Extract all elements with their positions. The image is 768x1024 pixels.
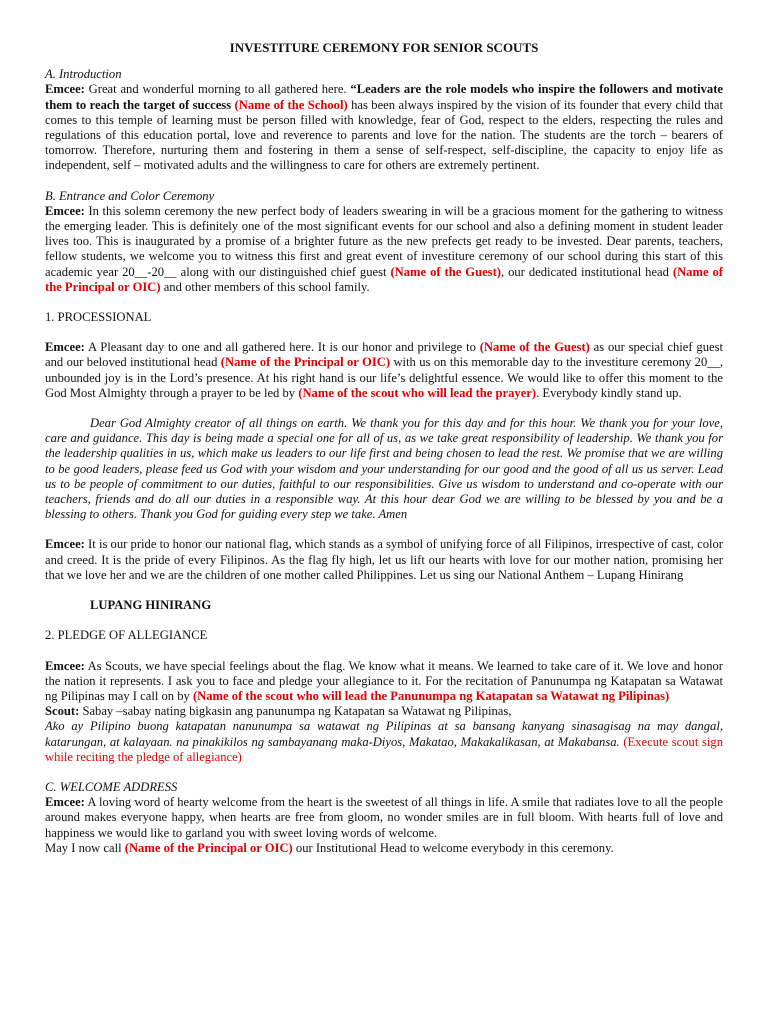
- welcome-paragraph: Emcee: A loving word of hearty welcome from the heart is the sweetest of all things in life. A smile that radiates love to all the people around makes everyone happy, when hearts are free from gloom, no wonder smiles are in full bloom. With hearts full of love and happiness we would like to garland you with sweet loving words of welcome.: [45, 795, 723, 840]
- opening-prayer: Dear God Almighty creator of all things on earth. We thank you for this day and for this hour. We thank you for your love, care and guidance. This day is being made a special one for all of us, as we take great responsibility of leadership. We thank you for the leadership qualities in us, which make us leaders to our life first and being chosen to lead the rest. We promise that we are willing to be good leaders, please feed us God with your wisdom and your understanding for our good and the good of all us us server. Lead us to be people of commitment to our duties, faithful to our responsibilities. Give us wisdom to understand and co-operate with our teachers, friends and do all our duties in a responsible way. At this hour dear God we are willing to be blessed by you and be a blessing to others. Thank you God for guiding every step we take. Amen: [45, 416, 723, 522]
- processional-heading: 1. PROCESSIONAL: [45, 310, 152, 325]
- section-b-heading: B. Entrance and Color Ceremony: [45, 188, 215, 203]
- emcee-label: Emcee:: [45, 795, 85, 810]
- national-anthem-title: LUPANG HINIRANG: [90, 598, 212, 613]
- principal-name-placeholder: (Name of the Principal or OIC): [124, 840, 293, 855]
- emcee-label: Emcee:: [45, 658, 85, 673]
- pledge-heading: 2. PLEDGE OF ALLEGIANCE: [45, 628, 208, 643]
- scout-label: Scout:: [45, 704, 80, 719]
- leaders-quote: “Leaders are the role models who inspire the followers and motivate them to reach the target of success: [45, 82, 723, 112]
- section-b-paragraph: Emcee: In this solemn ceremony the new perfect body of leaders swearing in will be a gracious moment for the gathering to witness the emerging leader. This is definitely one of the most significant events for our school and also a defining moment in student leader lives too. This is inaugurated by a promise of a brighter future as the new prefects get ready to be invested. Dear parents, teachers, fellow students, we welcome you to witness this first and great event of investiture ceremony of our school during this start of this academic year 20__-20__ along with our distinguished chief guest (Name of the Guest), our dedicated institutional head (Name of the Principal or OIC) and other members of this school family.: [45, 203, 723, 294]
- flag-paragraph: Emcee: It is our pride to honor our national flag, which stands as a symbol of unifying force of all Filipinos, irrespective of cast, color and creed. It is the pride of every Filipinos. As the flag fly high, let us lift our hearts with love for our mother nation, promising her that we love her and we are the children of one mother called Philippines. Let us sing our National Anthem – Lupang Hinirang: [45, 537, 723, 582]
- processional-paragraph: Emcee: A Pleasant day to one and all gathered here. It is our honor and privilege to (Name of the Guest) as our special chief guest and our beloved institutional head (Name of the Principal or OIC) with us on this memorable day to the investiture ceremony 20__, unbounded joy is in the Lord’s presence. At his right hand is our life’s delightful essence. We would like to offer this moment to the God Most Almighty through a prayer to be led by (Name of the scout who will lead the prayer). Everybody kindly stand up.: [45, 340, 723, 400]
- document-title: INVESTITURE CEREMONY FOR SENIOR SCOUTS: [229, 40, 539, 55]
- document-page: [45, 40, 723, 856]
- guest-name-placeholder: (Name of the Guest): [390, 264, 501, 279]
- principal-name-placeholder: (Name of the Principal or OIC): [220, 355, 391, 370]
- school-name-placeholder: (Name of the School): [234, 97, 348, 112]
- emcee-label: Emcee:: [45, 537, 85, 552]
- welcome-call-paragraph: May I now call (Name of the Principal or OIC) our Institutional Head to welcome everybody in this ceremony.: [45, 840, 614, 855]
- scout-line: Scout: Sabay –sabay nating bigkasin ang panunumpa ng Katapatan sa Watawat ng Pilipinas,: [45, 704, 512, 719]
- scout-sign-note: (Execute scout sign while reciting the pledge of allegiance): [45, 734, 723, 764]
- section-a-paragraph: Emcee: Great and wonderful morning to all gathered here. “Leaders are the role models who inspire the followers and motivate them to reach the target of success (Name of the School) has been always inspired by the vision of its founder that every child that comes to this temple of learning must be person filled with knowledge, fear of God, respect to the elders, respecting the rules and regulations of this education portal, love and reverence to parents and love for the nation. The students are the torch – bearers of tomorrow. Therefore, nurturing them and fostering in them a sense of self-respect, self-discipline, the capacity to enjoy life as independent, self – motivated adults and the willingness to care for others are extremely pertinent.: [45, 82, 723, 173]
- prayer-leader-placeholder: (Name of the scout who will lead the prayer): [298, 385, 537, 400]
- guest-name-placeholder: (Name of the Guest): [479, 340, 590, 355]
- principal-name-placeholder: (Name of the Principal or OIC): [45, 264, 723, 294]
- pledge-oath: Ako ay Pilipino buong katapatan nanunumpa sa watawat ng Pilipinas at sa bansang kanyang sinasagisag na may dangal, katarungan, at kalayaan. na pinakikilos ng sambayanang maka-Diyos, Makatao, Makakalikasan, at Makabansa. (Execute scout sign while reciting the pledge of allegiance): [45, 719, 723, 764]
- welcome-heading: C. WELCOME ADDRESS: [45, 779, 178, 794]
- section-a-heading: A. Introduction: [45, 67, 122, 82]
- emcee-label: Emcee:: [45, 82, 85, 97]
- pledge-paragraph: Emcee: As Scouts, we have special feelings about the flag. We know what it means. We learned to take care of it. We love and honor the nation it represents. I ask you to face and pledge your allegiance to it. For the recitation of Panunumpa ng Katapatan sa Watawat ng Pilipinas may I call on by (Name of the scout who will lead the Panunumpa ng Katapatan sa Watawat ng Pilipinas): [45, 658, 723, 703]
- emcee-label: Emcee:: [45, 203, 85, 218]
- pledge-leader-placeholder: (Name of the scout who will lead the Panunumpa ng Katapatan sa Watawat ng Pilipinas): [192, 688, 670, 703]
- emcee-label: Emcee:: [45, 340, 85, 355]
